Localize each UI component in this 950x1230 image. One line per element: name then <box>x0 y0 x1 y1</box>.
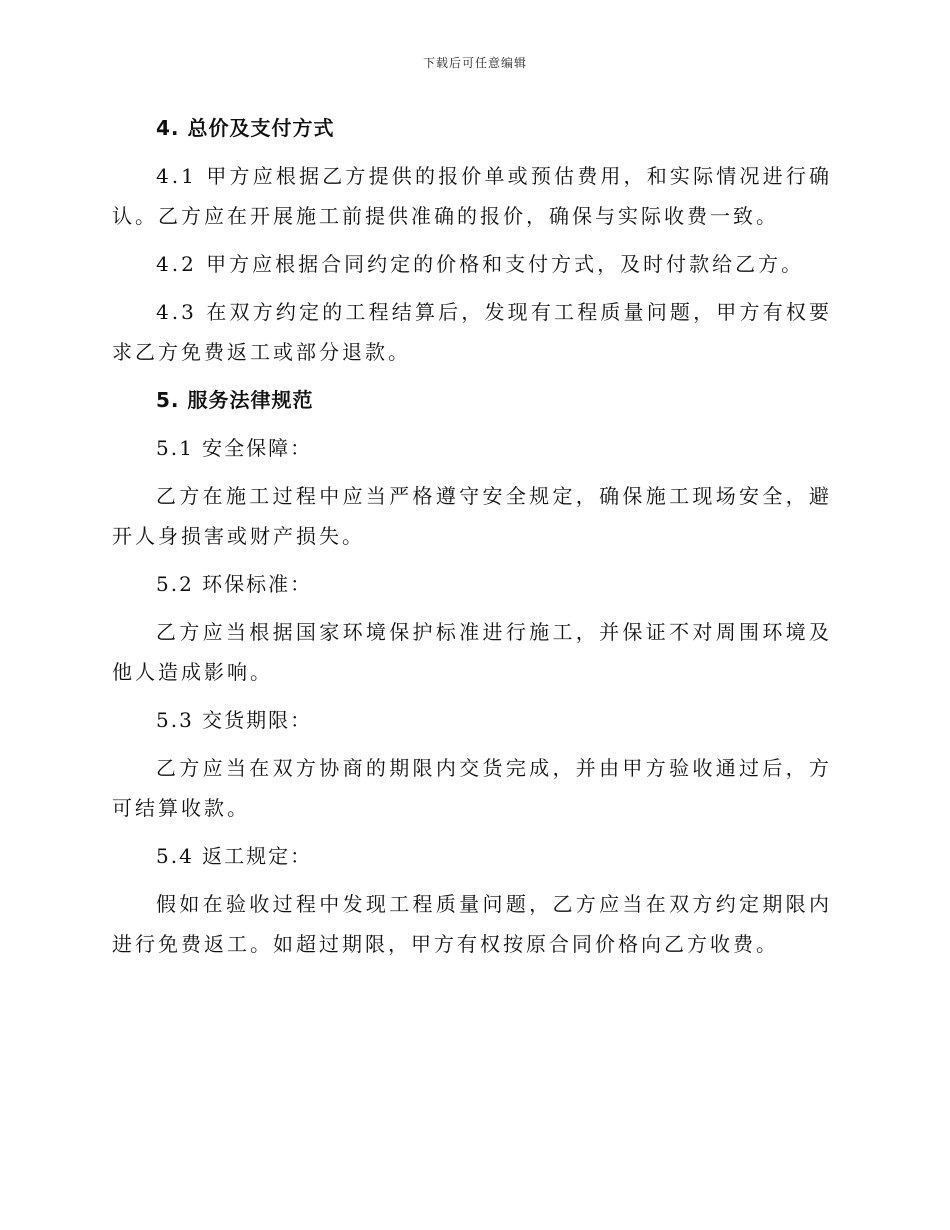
clause-5-4-heading: 5.4 返工规定： <box>156 844 313 868</box>
clause-4-1: 4.1 甲方应根据乙方提供的报价单或预估费用，和实际情况进行确认。乙方应在开展施工前提供准确的报价，确保与实际收费一致。 <box>112 164 832 228</box>
clause-5-3-heading: 5.3 交货期限： <box>156 708 313 732</box>
section-5-title: 5. 服务法律规范 <box>156 388 314 412</box>
clause-5-1-text: 乙方在施工过程中应当严格遵守安全规定，确保施工现场安全，避开人身损害或财产损失。 <box>112 484 832 548</box>
document-body <box>112 108 832 972</box>
clause-4-2: 4.2 甲方应根据合同约定的价格和支付方式，及时付款给乙方。 <box>156 252 805 276</box>
clause-5-1-heading: 5.1 安全保障： <box>156 436 313 460</box>
section-4-title: 4. 总价及支付方式 <box>156 116 335 140</box>
clause-5-2-text: 乙方应当根据国家环境保护标准进行施工，并保证不对周围环境及他人造成影响。 <box>112 620 832 684</box>
header-note: 下载后可任意编辑 <box>422 56 527 70</box>
clause-5-3-text: 乙方应当在双方协商的期限内交货完成，并由甲方验收通过后，方可结算收款。 <box>112 756 832 820</box>
clause-4-3: 4.3 在双方约定的工程结算后，发现有工程质量问题，甲方有权要求乙方免费返工或部分退款。 <box>112 300 832 364</box>
clause-5-2-heading: 5.2 环保标准： <box>156 572 313 596</box>
clause-5-4-text: 假如在验收过程中发现工程质量问题，乙方应当在双方约定期限内进行免费返工。如超过期限，甲方有权按原合同价格向乙方收费。 <box>112 892 832 956</box>
